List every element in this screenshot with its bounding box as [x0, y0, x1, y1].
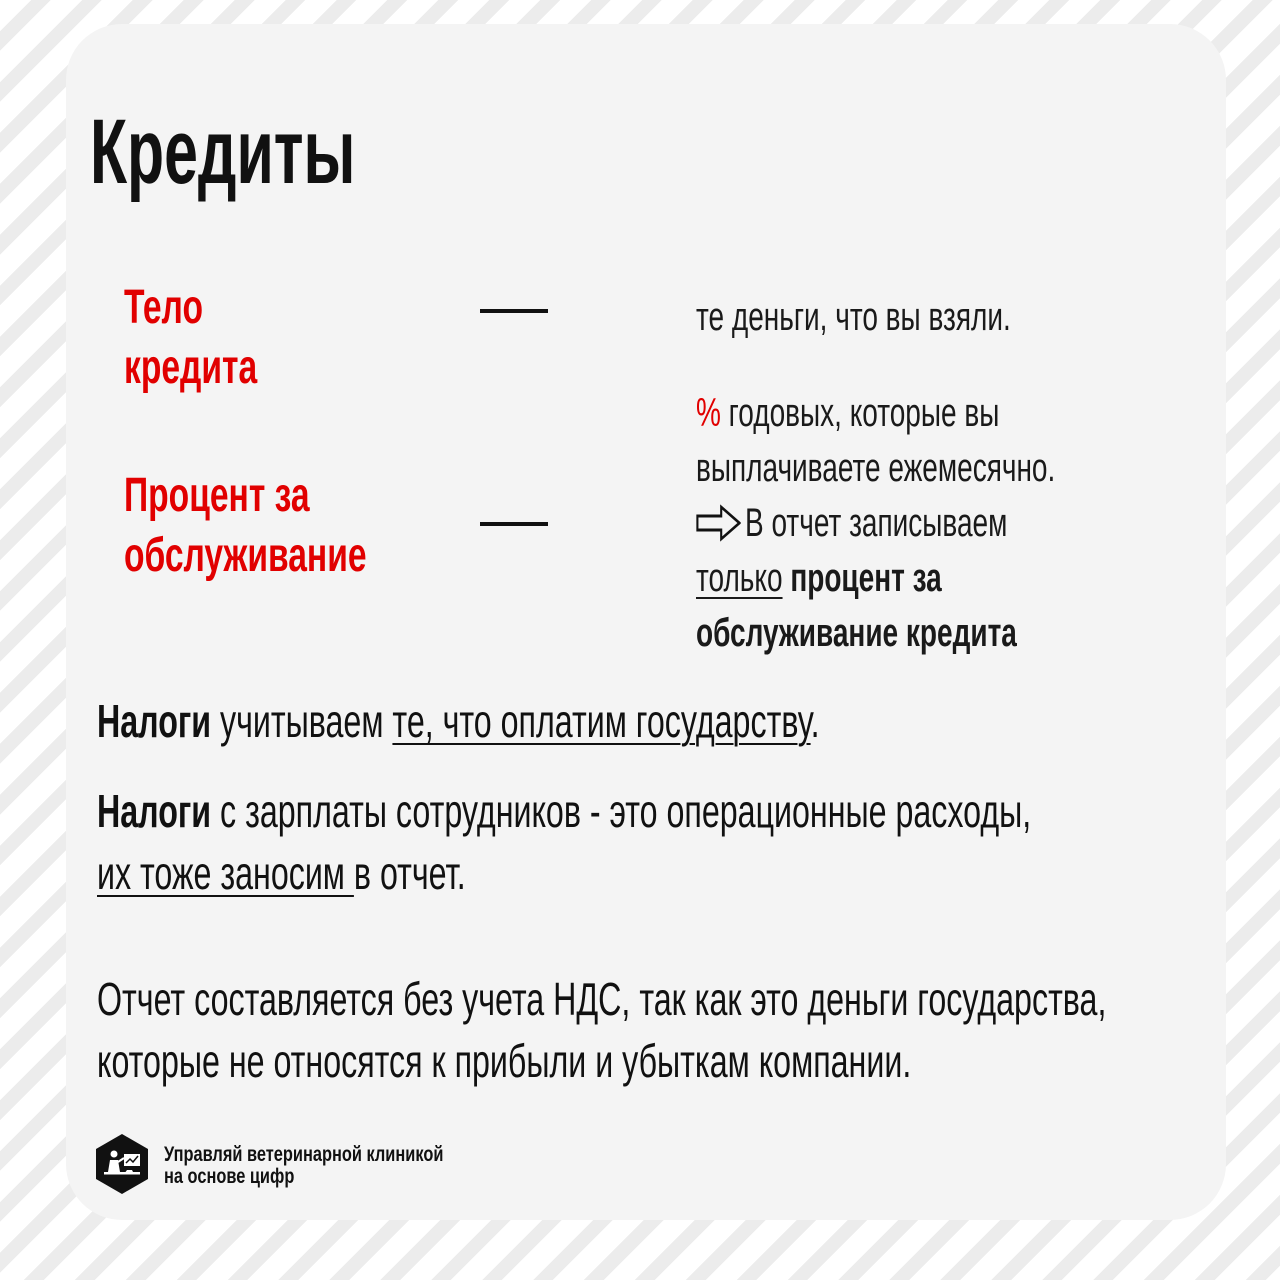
taxes-normal: учитываем	[211, 695, 393, 747]
salary-taxes-line2-text: в отчет.	[353, 847, 466, 899]
salary-taxes-line1-text: с зарплаты сотрудников - это операционные расходы,	[211, 785, 1032, 837]
def-line-3	[696, 496, 1055, 551]
page-title: Кредиты	[90, 101, 356, 203]
def-line-3-text: В отчет записываем	[745, 501, 1008, 545]
vat-paragraph	[97, 968, 1106, 1092]
content-card	[66, 24, 1226, 1220]
taxes-paragraph	[97, 690, 820, 752]
taxes-end: .	[810, 695, 820, 747]
def-line-1-text: годовых, которые вы	[720, 391, 1000, 435]
footer-tagline	[164, 1144, 443, 1188]
definition-service-percent	[696, 386, 1055, 661]
term-credit-body-line1: Тело	[124, 281, 203, 334]
taxes-underlined: те, что оплатим государству	[392, 695, 811, 747]
def-line-4-bold: процент за	[782, 556, 942, 600]
vat-line2: которые не относятся к прибыли и убыткам компании.	[97, 1035, 912, 1087]
def-line-5: обслуживание кредита	[696, 611, 1017, 655]
def-line-1	[696, 386, 1055, 441]
salary-taxes-bold: Налоги	[97, 785, 212, 837]
salary-taxes-line2	[97, 842, 1031, 904]
footer-line1: Управляй ветеринарной клиникой	[164, 1143, 444, 1166]
term-credit-body	[124, 278, 257, 398]
def-line-4	[696, 551, 1055, 606]
hexagon-clinic-logo-icon	[94, 1132, 150, 1196]
dash-separator	[480, 522, 548, 526]
term-service-percent-line1: Процент за	[124, 469, 310, 522]
percent-sign: %	[696, 391, 721, 435]
term-service-percent-line2: обслуживание	[124, 529, 367, 582]
salary-taxes-paragraph	[97, 780, 1031, 904]
salary-taxes-line1	[97, 780, 1031, 842]
def-line-2: выплачиваете ежемесячно.	[696, 446, 1056, 490]
vat-line1: Отчет составляется без учета НДС, так как это деньги государства,	[97, 973, 1107, 1025]
right-outline-arrow-icon	[696, 504, 741, 542]
definition-credit-body: те деньги, что вы взяли.	[696, 295, 1011, 339]
underlined-only: только	[696, 556, 783, 600]
term-service-percent	[124, 466, 367, 586]
dash-separator	[480, 309, 548, 313]
term-credit-body-line2: кредита	[124, 341, 258, 394]
salary-taxes-underlined: их тоже заносим	[97, 847, 354, 899]
taxes-bold: Налоги	[97, 695, 212, 747]
footer-line2: на основе цифр	[164, 1165, 295, 1188]
